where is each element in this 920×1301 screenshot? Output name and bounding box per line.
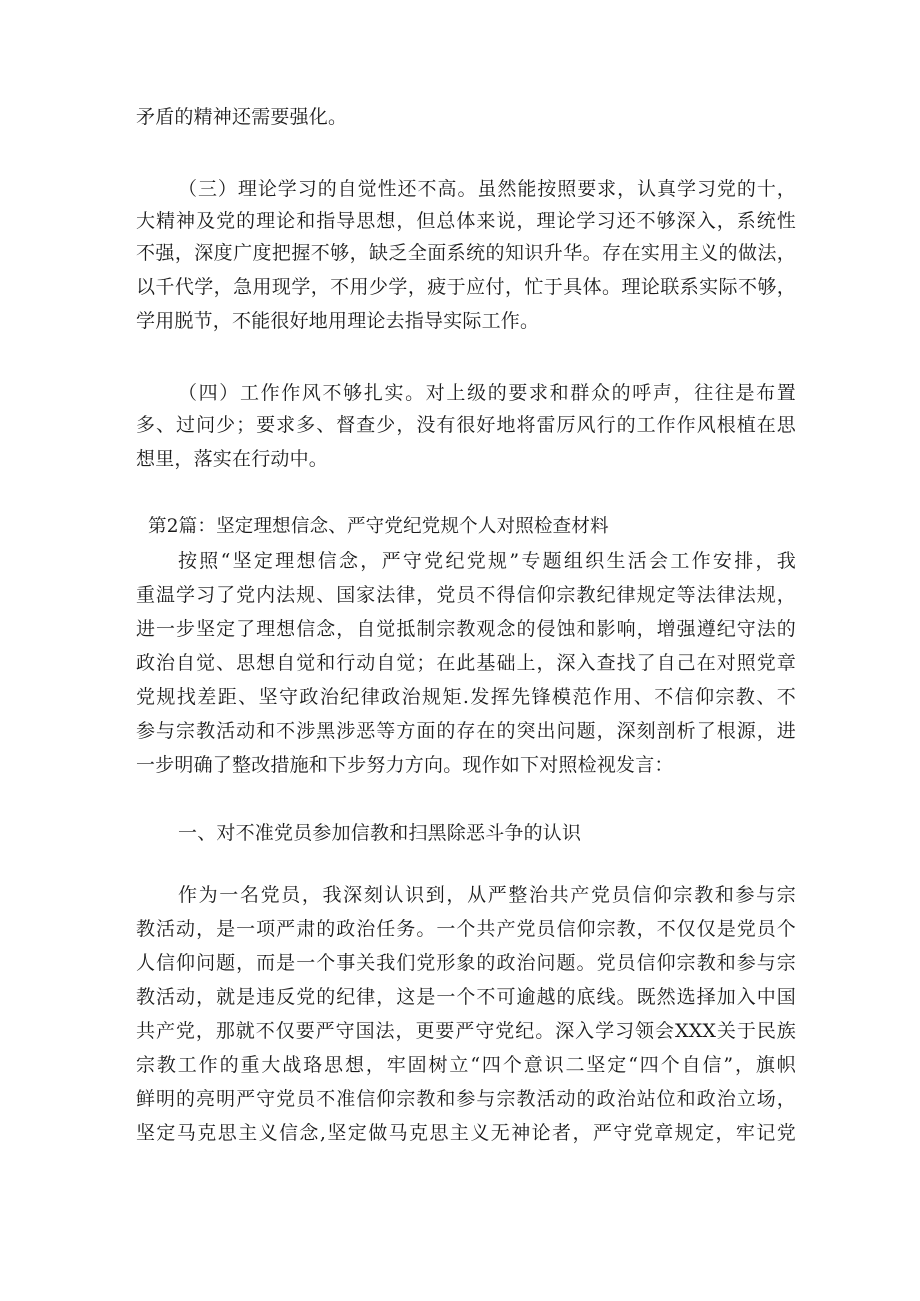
paragraph-5-line-5: 共产党，那就不仅要严守国法，更要严守党纪。深入学习领会XXX关于民族 — [136, 1020, 796, 1042]
paragraph-4-line-6: 参与宗教活动和不涉黑涉恶等方面的存在的突出问题，深刻剖析了根源，进 — [136, 720, 796, 742]
paragraph-2-line-3: 不强，深度广度把握不够，缺乏全面系统的知识升华。存在实用主义的做法， — [136, 242, 796, 264]
paragraph-3-line-2: 多、过问少；要求多、督查少，没有很好地将雷厉风行的工作作风根植在思 — [136, 414, 796, 436]
paragraph-2-line-5: 学用脱节，不能很好地用理论去指导实际工作。 — [136, 310, 540, 332]
paragraph-5-line-1: 作为一名党员，我深刻认识到，从严整治共产党员信仰宗教和参与宗 — [178, 884, 796, 906]
paragraph-5-line-4: 教活动，就是违反党的纪律，这是一个不可逾越的底线。既然选择加入中国 — [136, 986, 796, 1008]
paragraph-4-line-7: 一步明确了整改措施和下步努力方向。现作如下对照检视发言： — [136, 754, 674, 776]
paragraph-3-line-3: 想里，落实在行动中。 — [136, 448, 329, 470]
paragraph-4-line-4: 政治自觉、思想自觉和行动自觉；在此基础上，深入查找了自己在对照党章 — [136, 652, 796, 674]
paragraph-2-line-1: （三）理论学习的自觉性还不高。虽然能按照要求，认真学习党的十， — [178, 178, 796, 200]
paragraph-5-line-6: 宗教工作的重大战珞思想，牢固树立“四个意识二坚定“四个自信”，旗帜 — [136, 1054, 796, 1076]
paragraph-4-line-3: 进一步坚定了理想信念，自觉抵制宗教观念的侵蚀和影响，增强遵纪守法的 — [136, 618, 796, 640]
section-title: 第2篇：坚定理想信念、严守党纪党规个人对照检查材料 — [148, 516, 609, 537]
paragraph-1-line-1: 矛盾的精神还需要强化。 — [136, 106, 348, 128]
paragraph-4-line-2: 重温学习了党内法规、国家法律，党员不得信仰宗教纪律规定等法律法规， — [136, 584, 796, 606]
paragraph-5-line-7: 鲜明的亮明严守党员不准信仰宗教和参与宗教活动的政治站位和政治立场， — [136, 1088, 796, 1110]
paragraph-5-line-2: 教活动，是一项严肃的政治任务。一个共产党员信仰宗教，不仅仅是党员个 — [136, 918, 796, 940]
paragraph-4-line-1: 按照“坚定理想信念，严守党纪党规”专题组织生活会工作安排，我 — [178, 550, 796, 572]
paragraph-4-line-5: 党规找差距、坚守政治纪律政治规矩.发挥先锋模范作用、不信仰宗教、不 — [136, 686, 796, 708]
section-heading-1: 一、对不准党员参加信教和扫黑除恶斗争的认识 — [178, 822, 582, 844]
paragraph-5-line-8: 坚定马克思主义信念,坚定做马克思主义无神论者，严守党章规定，牢记党 — [136, 1122, 796, 1144]
paragraph-2-line-4: 以千代学，急用现学，不用少学，疲于应付，忙于具体。理论联系实际不够， — [136, 276, 796, 298]
paragraph-2-line-2: 大精神及党的理论和指导思想，但总体来说，理论学习还不够深入，系统性 — [136, 210, 796, 232]
paragraph-5-line-3: 人信仰问题，而是一个事关我们党形象的政治问题。党员信仰宗教和参与宗 — [136, 952, 796, 974]
paragraph-3-line-1: （四）工作作风不够扎实。对上级的要求和群众的呼声，往往是布置 — [178, 382, 796, 404]
